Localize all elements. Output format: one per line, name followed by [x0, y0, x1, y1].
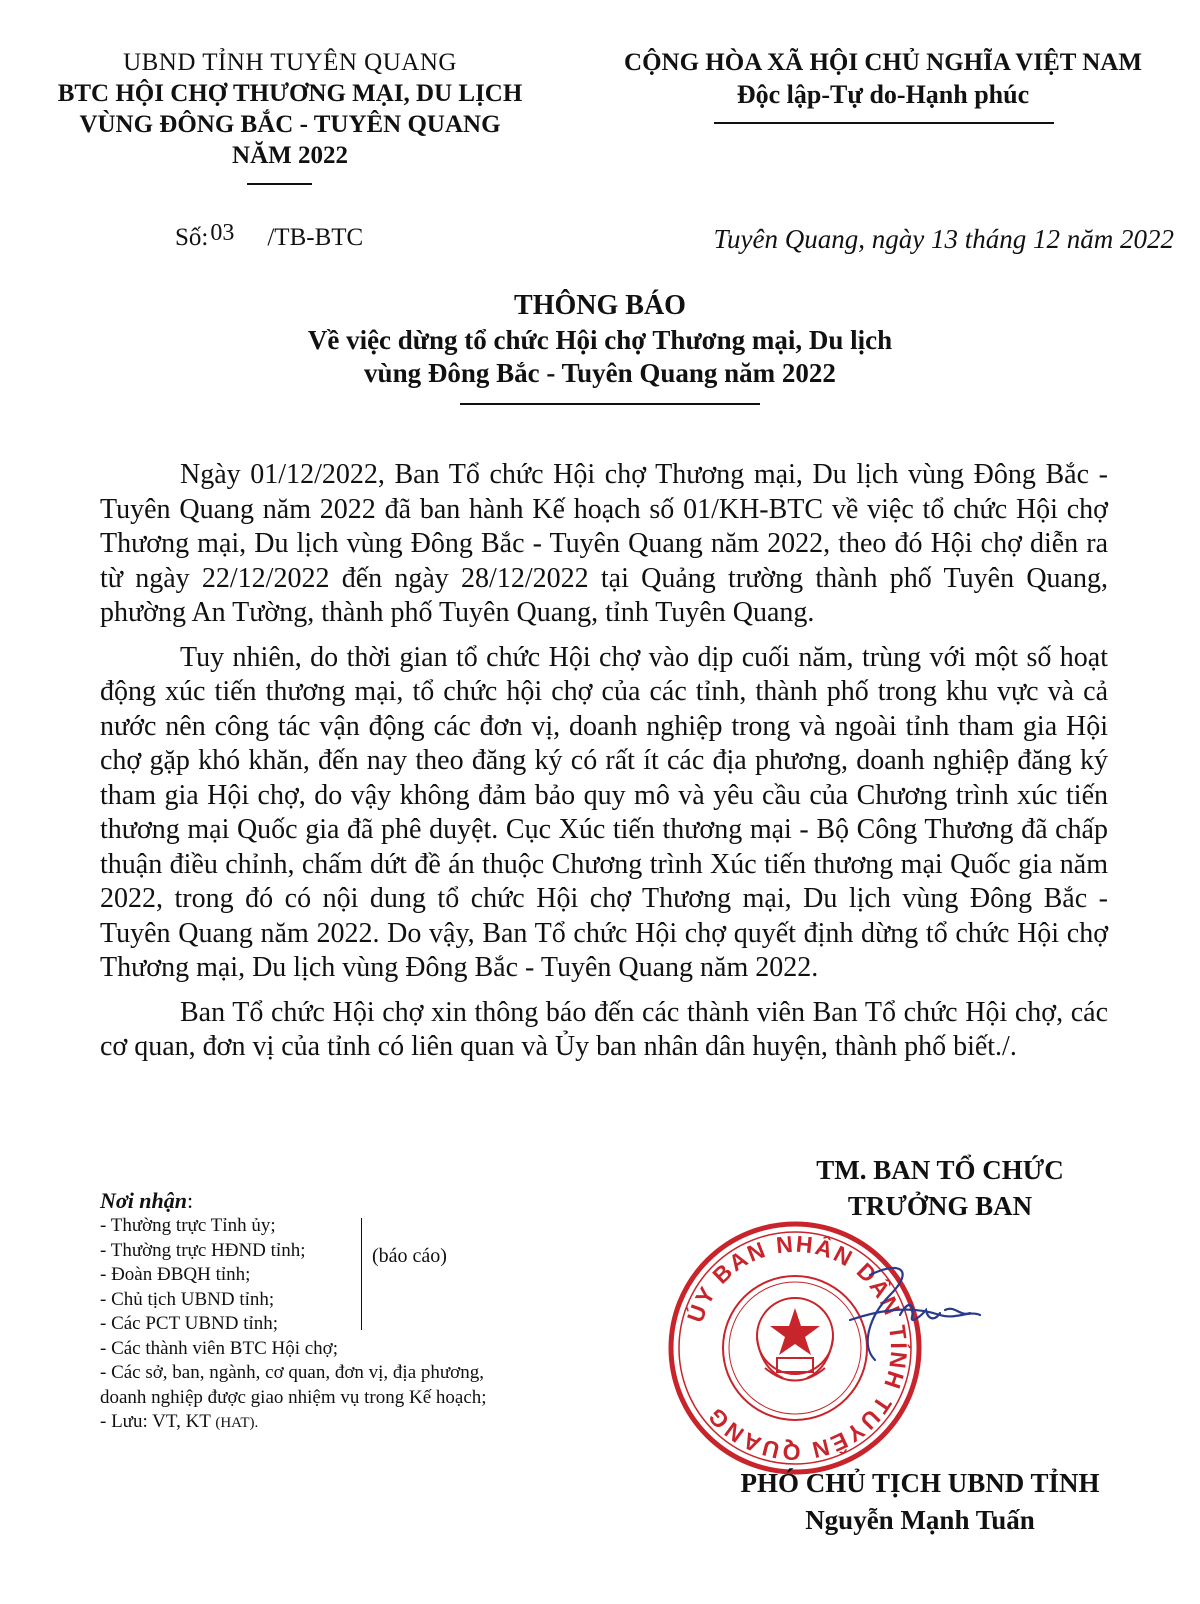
recipient-item: - Đoàn ĐBQH tỉnh;	[100, 1264, 251, 1285]
recipient-item: doanh nghiệp được giao nhiệm vụ trong Kế hoạch;	[100, 1386, 487, 1408]
document-title	[100, 288, 1100, 390]
document-date: Tuyên Quang, ngày 13 tháng 12 năm 2022	[713, 224, 1174, 254]
title-line-3: vùng Đông Bắc - Tuyên Quang năm 2022	[364, 358, 836, 388]
body-paragraph-1: Ngày 01/12/2022, Ban Tổ chức Hội chợ Thương mại, Du lịch vùng Đông Bắc - Tuyên Quang năm 2022 đã ban hành Kế hoạch số 01/KH-BTC về việc tổ chức Hội chợ Thương mại, Du lịch vùng Đông Bắc - Tuyên Quang năm 2022, theo đó Hội chợ diễn ra từ ngày 22/12/2022 đến ngày 28/12/2022 tại Quảng trường thành phố Tuyên Quang, phường An Tường, thành phố Tuyên Quang, tỉnh Tuyên Quang.	[100, 459, 1108, 628]
document-body	[100, 458, 1108, 1075]
national-title: CỘNG HÒA XÃ HỘI CHỦ NGHĨA VIỆT NAM	[624, 49, 1142, 76]
title-underline	[460, 403, 760, 405]
issuer-line-2: BTC HỘI CHỢ THƯƠNG MẠI, DU LỊCH	[57, 80, 523, 107]
recipients-heading-text: Nơi nhận	[100, 1188, 188, 1213]
archive-initials: (HAT).	[215, 1415, 259, 1431]
issuer-line-1: UBND TỈNH TUYÊN QUANG	[123, 49, 457, 76]
document-number-prefix: Số:	[175, 224, 209, 251]
national-motto: Độc lập-Tự do-Hạnh phúc	[736, 80, 1030, 109]
recipients-heading-colon: :	[187, 1188, 194, 1213]
body-paragraph-2: Tuy nhiên, do thời gian tổ chức Hội chợ vào dịp cuối năm, trùng với một số hoạt động xúc tiến thương mại, tổ chức hội chợ của các tỉnh, thành phố trong khu vực và cả nước nên công tác vận động các đơn vị, doanh nghiệp trong và ngoài tỉnh tham gia Hội chợ gặp khó khăn, đến nay theo đăng ký có rất ít các địa phương, doanh nghiệp đăng ký tham gia Hội chợ, do vậy không đảm bảo quy mô và yêu cầu của Chương trình xúc tiến thương mại Quốc gia đã phê duyệt. Cục Xúc tiến thương mại - Bộ Công Thương đã chấp thuận điều chỉnh, chấm dứt đề án thuộc Chương trình Xúc tiến thương mại Quốc gia năm 2022, trong đó có nội dung tổ chức Hội chợ Thương mại, Du lịch vùng Đông Bắc - Tuyên Quang năm 2022. Do vậy, Ban Tổ chức Hội chợ quyết định dừng tổ chức Hội chợ Thương mại, Du lịch vùng Đông Bắc - Tuyên Quang năm 2022.	[100, 641, 1108, 983]
body-paragraph-3: Ban Tổ chức Hội chợ xin thông báo đến các thành viên Ban Tổ chức Hội chợ, các cơ quan, đơn vị của tỉnh có liên quan và Ủy ban nhân dân huyện, thành phố biết./.	[100, 996, 1108, 1062]
recipient-item: - Chủ tịch UBND tỉnh;	[100, 1288, 275, 1310]
national-underline	[714, 122, 1054, 124]
signatory-name: Nguyễn Mạnh Tuấn	[805, 1505, 1035, 1535]
document-number-value: 03	[210, 220, 235, 246]
issuer-underline	[247, 183, 312, 185]
recipients-heading	[100, 1188, 620, 1214]
issuer-header	[10, 48, 570, 171]
recipient-item: - Các sở, ban, ngành, cơ quan, đơn vị, địa phương,	[100, 1362, 484, 1383]
archive-text: - Lưu: VT, KT	[100, 1411, 211, 1432]
issuer-line-4: NĂM 2022	[232, 142, 348, 169]
signature-block	[690, 1152, 1190, 1224]
recipient-item: - Các PCT UBND tỉnh;	[100, 1313, 279, 1334]
document-number-suffix: /TB-BTC	[267, 224, 364, 251]
signatory-role: PHÓ CHỦ TỊCH UBND TỈNH	[740, 1468, 1100, 1498]
recipient-item: - Thường trực Tỉnh ủy;	[100, 1215, 276, 1236]
national-header	[578, 48, 1188, 112]
recipients-bracket	[361, 1218, 362, 1330]
signature-position: TRƯỞNG BAN	[847, 1191, 1033, 1221]
handwritten-signature-icon	[830, 1255, 990, 1375]
document-number	[175, 220, 364, 252]
recipient-item-archive	[100, 1410, 620, 1436]
signature-authority: TM. BAN TỔ CHỨC	[816, 1155, 1064, 1185]
seal-text: ỦY BAN NHÂN DÂN TỈNH TUYÊN QUANG	[681, 1230, 913, 1466]
recipient-item: - Thường trực HĐND tỉnh;	[100, 1239, 306, 1261]
issuer-line-3: VÙNG ĐÔNG BẮC - TUYÊN QUANG	[79, 111, 501, 138]
title-line-2: Về việc dừng tổ chức Hội chợ Thương mại, Du lịch	[307, 325, 893, 355]
recipients-list	[100, 1188, 620, 1436]
recipient-item: - Các thành viên BTC Hội chợ;	[100, 1337, 339, 1359]
title-line-1: THÔNG BÁO	[514, 290, 686, 321]
bracket-label: (báo cáo)	[372, 1245, 447, 1267]
